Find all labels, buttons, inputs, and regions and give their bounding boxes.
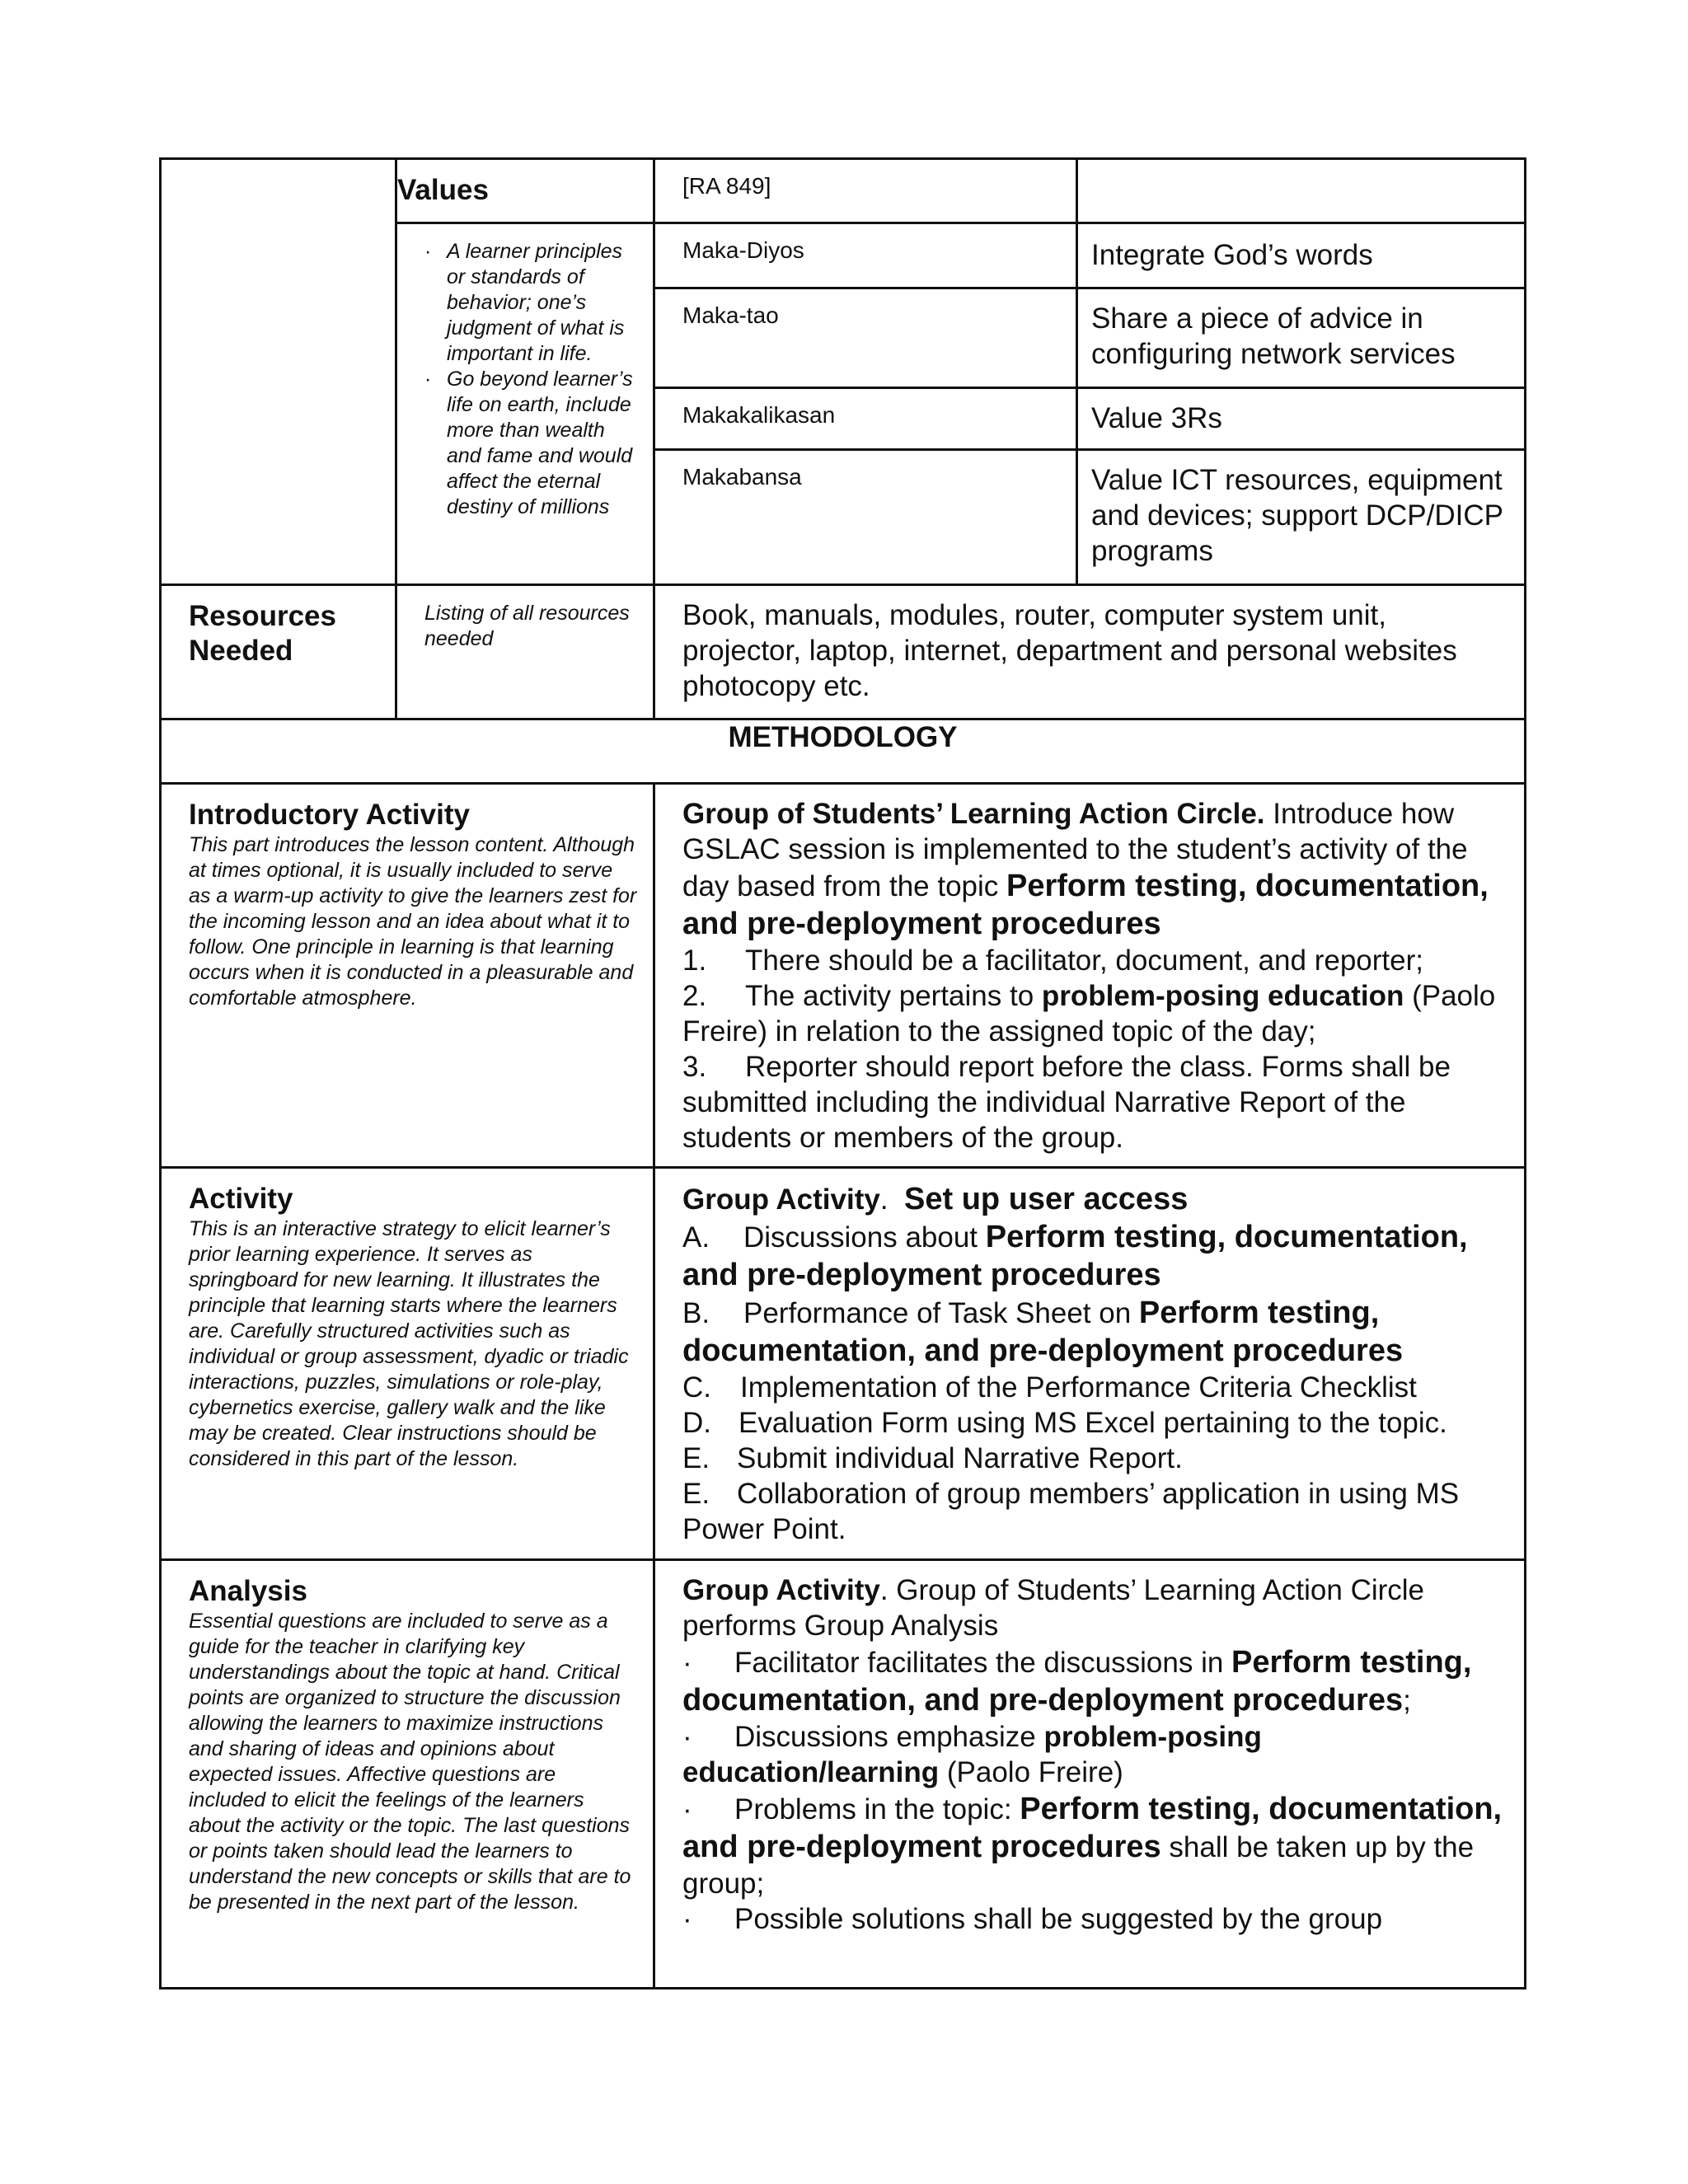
activity-item	[682, 1294, 1511, 1370]
value-text-maka-diyos: Integrate God’s words	[1091, 239, 1373, 271]
item-text: Reporter should report before the class. Forms shall be submitted including the individual Narrative Report of the students or members of the group.	[682, 1051, 1451, 1154]
bullet-after-text: shall be taken up by the group;	[682, 1831, 1475, 1900]
values-description-item: · Go beyond learner’s life on earth, include more than wealth and fame and would affect the eternal destiny of millions	[424, 367, 638, 520]
ra-reference: [RA 849]	[682, 173, 771, 199]
activity-label: Activity	[189, 1183, 293, 1215]
activity-lead-sep: .	[879, 1183, 905, 1216]
item-bold-text: Perform testing, documentation, and pre-deployment procedures	[682, 1220, 1468, 1292]
resources-label: Resources Needed	[189, 600, 336, 667]
value-name-makakalikasan: Makakalikasan	[682, 402, 836, 428]
item-letter: C.	[682, 1371, 711, 1404]
analysis-label: Analysis	[189, 1575, 307, 1607]
values-empty-cell	[161, 159, 396, 585]
analysis-lead-bold: Group Activity	[682, 1574, 880, 1606]
value-text-makabansa: Value ICT resources, equipment and devices; support DCP/DICP programs	[1091, 464, 1503, 567]
bullet-text: Discussions emphasize	[734, 1721, 1044, 1753]
item-text: There should be a facilitator, document, and reporter;	[745, 944, 1423, 977]
values-header-empty	[1077, 159, 1526, 223]
values-description-item: · A learner principles or standards of behavior; one’s judgment of what is important in life.	[424, 239, 638, 367]
item-text: Performance of Task Sheet on	[743, 1297, 1139, 1329]
introductory-lead-bold: Group of Students’ Learning Action Circle.	[682, 798, 1265, 830]
bullet-bold-text: problem-posing education/learning	[682, 1721, 1262, 1788]
resources-description: Listing of all resources needed	[424, 602, 630, 650]
activity-item	[682, 1441, 1511, 1476]
bullet-after-text: (Paolo Freire)	[939, 1756, 1123, 1788]
introductory-item	[682, 1049, 1511, 1155]
analysis-bullet: · Facilitator facilitates the discussions in Perform testing, documentation, and pre-deployment procedures;	[682, 1645, 1472, 1718]
item-number: 3.	[682, 1051, 707, 1083]
item-number: 2.	[682, 980, 707, 1012]
activity-item	[682, 1405, 1511, 1441]
value-name-maka-diyos: Maka-Diyos	[682, 237, 804, 263]
activity-description: This is an interactive strategy to elicit learner’s prior learning experience. It serves as springboard for new learning. It illustrates the principle that learning starts where the learners are. Carefully structured activities such as individual or group assessment, dyadic or triadic interactions, puzzles, simulations or role-play, cybernetics exercise, gallery walk and the like may be created. Clear instructions should be considered in this part of the lesson.	[189, 1217, 629, 1470]
bullet-text: Problems in the topic:	[734, 1793, 1020, 1825]
activity-item	[682, 1476, 1511, 1547]
item-bold-text: Perform testing, documentation, and pre-deployment procedures	[682, 1296, 1404, 1368]
item-text: Discussions about	[743, 1221, 986, 1254]
analysis-description: Essential questions are included to serve as a guide for the teacher in clarifying key understandings about the topic at hand. Critical points are organized to structure the discussion allowing the learners to maximize instructions and sharing of ideas and opinions about expected issues. Affective questions are included to elicit the feelings of the learners about the activity or the topic. The last questions or points taken should lead the learners to understand the new concepts or skills that are to be presented in the next part of the lesson.	[189, 1610, 631, 1914]
analysis-lead-text: . Group of Students’ Learning Action Circle performs Group Analysis	[682, 1574, 1425, 1642]
analysis-bullet: · Problems in the topic: Perform testing, documentation, and pre-deployment procedures shall be taken up by the group;	[682, 1792, 1503, 1900]
item-text: Implementation of the Performance Criteria Checklist	[740, 1371, 1417, 1404]
item-letter: B.	[682, 1297, 710, 1329]
analysis-bullet: · Discussions emphasize problem-posing education/learning (Paolo Freire)	[682, 1721, 1262, 1788]
item-after-text: (Paolo Freire) in relation to the assigned topic of the day;	[682, 980, 1496, 1047]
value-name-makabansa: Makabansa	[682, 464, 802, 490]
introductory-topic: Perform testing, documentation, and pre-deployment procedures	[682, 869, 1489, 941]
introductory-lead-text: Introduce how GSLAC session is implemented to the student’s activity of the day based from the topic	[682, 798, 1468, 902]
values-description-list	[424, 239, 638, 520]
activity-lead-bold: Group Activity	[682, 1183, 880, 1216]
item-letter: E.	[682, 1478, 710, 1510]
value-name-maka-tao: Maka-tao	[682, 302, 779, 328]
item-letter: A.	[682, 1221, 710, 1254]
item-bold-text: problem-posing education	[1041, 980, 1404, 1012]
lesson-plan-table	[159, 157, 1526, 1990]
bullet-bold-text: Perform testing, documentation, and pre-deployment procedures	[682, 1645, 1472, 1718]
introductory-label: Introductory Activity	[189, 799, 470, 831]
value-text-maka-tao: Share a piece of advice in configuring network services	[1091, 302, 1456, 370]
introductory-description: This part introduces the lesson content. Although at times optional, it is usually included to serve as a warm-up activity to give the learners zest for the incoming lesson and an idea about what it to follow. One principle in learning is that learning occurs when it is conducted in a pleasurable and comfortable atmosphere.	[189, 833, 637, 1010]
value-text-makakalikasan: Value 3Rs	[1091, 402, 1222, 434]
values-description-cell	[396, 223, 654, 585]
resources-content: Book, manuals, modules, router, computer system unit, projector, laptop, internet, department and personal websites photocopy etc.	[682, 599, 1457, 702]
item-text: Submit individual Narrative Report.	[737, 1442, 1183, 1474]
item-text: The activity pertains to	[745, 980, 1042, 1012]
activity-lead-title: Set up user access	[904, 1182, 1189, 1216]
introductory-item	[682, 978, 1511, 1049]
methodology-title: METHODOLOGY	[728, 721, 958, 753]
bullet-after-text: ;	[1403, 1685, 1411, 1717]
analysis-bullet: · Possible solutions shall be suggested by the group	[682, 1903, 1383, 1935]
introductory-item	[682, 943, 1511, 978]
values-label: Values	[397, 174, 489, 206]
bullet-text: Possible solutions shall be suggested by the group	[734, 1903, 1383, 1935]
item-text: Evaluation Form using MS Excel pertaining to the topic.	[738, 1407, 1447, 1439]
activity-item	[682, 1218, 1511, 1294]
item-number: 1.	[682, 944, 707, 977]
item-letter: D.	[682, 1407, 711, 1439]
item-letter: E.	[682, 1442, 710, 1474]
bullet-bold-text: Perform testing, documentation, and pre-deployment procedures	[682, 1792, 1503, 1864]
bullet-text: Facilitator facilitates the discussions in	[734, 1647, 1232, 1679]
activity-item	[682, 1370, 1511, 1405]
item-text: Collaboration of group members’ application in using MS Power Point.	[682, 1478, 1460, 1545]
